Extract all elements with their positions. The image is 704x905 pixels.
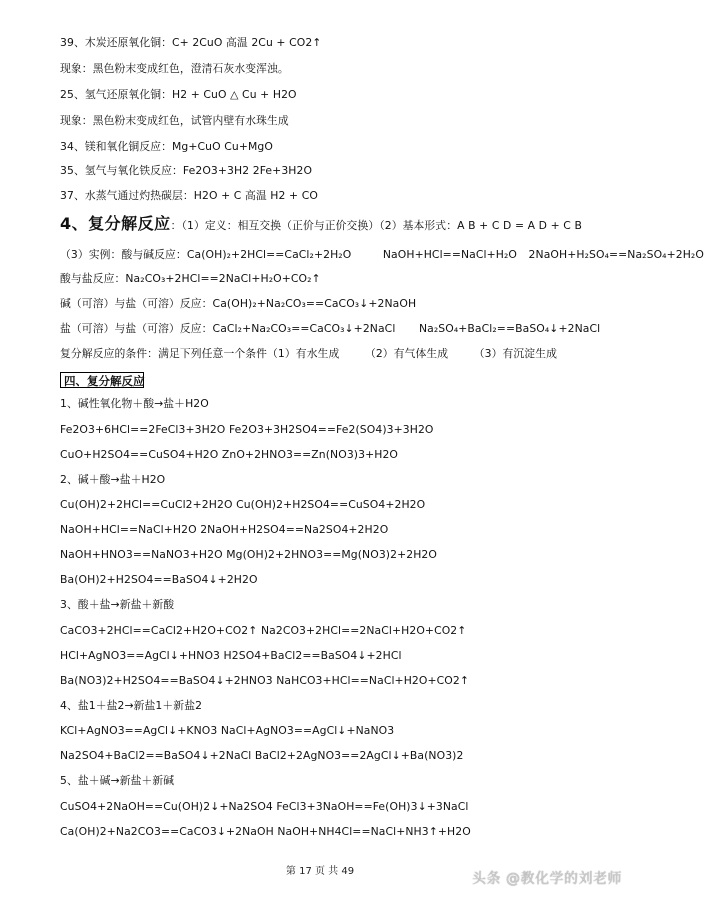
section-title: 四、复分解反应 (60, 372, 144, 388)
page-footer: 第 17 页 共 49 (285, 866, 355, 877)
text-line: KCl+AgNO3==AgCl↓+KNO3 NaCl+AgNO3==AgCl↓+NaNO3 (60, 724, 395, 737)
example-segment: Na₂SO₄+BaCl₂==BaSO₄↓+2NaCl (418, 322, 601, 335)
text-line: NaOH+HCl==NaCl+H2O 2NaOH+H2SO4==Na2SO4+2H2O (60, 523, 389, 536)
text-line: Ba(OH)2+H2SO4==BaSO4↓+2H2O (60, 573, 258, 586)
text-line: HCl+AgNO3==AgCl↓+HNO3 H2SO4+BaCl2==BaSO4↓+2HCl (60, 649, 402, 662)
text-line: 现象：黑色粉末变成红色，澄清石灰水变浑浊。 (60, 62, 289, 75)
text-line: 39、木炭还原氧化铜：C+ 2CuO 高温 2Cu + CO2↑ (60, 36, 322, 49)
text-line: Ca(OH)2+Na2CO3==CaCO3↓+2NaOH NaOH+NH4Cl==NaCl+NH3↑+H2O (60, 825, 471, 838)
example-line (60, 297, 416, 311)
text-line: 35、氢气与氧化铁反应：Fe2O3+3H2 2Fe+3H2O (60, 164, 313, 177)
example-line (60, 272, 321, 286)
text-line: 2、碱＋酸→盐＋H2O (60, 473, 166, 486)
heading-rest: ：（1）定义：相互交换（正价与正价交换）（2）基本形式：A B + C D = A D + C B (170, 219, 582, 232)
text-line: NaOH+HNO3==NaNO3+H2O Mg(OH)2+2HNO3==Mg(NO3)2+2H2O (60, 548, 437, 561)
example-segment: （2）有气体生成 (364, 347, 449, 360)
text-line: Cu(OH)2+2HCl==CuCl2+2H2O Cu(OH)2+H2SO4==CuSO4+2H2O (60, 498, 426, 511)
text-line: CuO+H2SO4==CuSO4+H2O ZnO+2HNO3==Zn(NO3)3+H2O (60, 448, 399, 461)
example-segment: 碱（可溶）与盐（可溶）反应：Ca(OH)₂+Na₂CO₃==CaCO₃↓+2NaOH (60, 297, 417, 310)
text-line: Na2SO4+BaCl2==BaSO4↓+2NaCl BaCl2+2AgNO3==2AgCl↓+Ba(NO3)2 (60, 749, 464, 762)
example-segment: 复分解反应的条件：满足下列任意一个条件（1）有水生成 (60, 347, 340, 360)
example-segment: NaOH+HCl==NaCl+H₂O (382, 248, 517, 261)
example-line (60, 347, 557, 361)
text-line: 4、盐1＋盐2→新盐1＋新盐2 (60, 699, 203, 712)
example-segment: 酸与盐反应：Na₂CO₃+2HCl==2NaCl+H₂O+CO₂↑ (60, 272, 321, 285)
text-line: 现象：黑色粉末变成红色，试管内壁有水珠生成 (60, 114, 289, 127)
text-line: 25、氢气还原氧化铜：H2 + CuO △ Cu + H2O (60, 88, 297, 101)
text-line: 34、镁和氧化铜反应：Mg+CuO Cu+MgO (60, 140, 273, 153)
text-line: Fe2O3+6HCl==2FeCl3+3H2O Fe2O3+3H2SO4==Fe2(SO4)3+3H2O (60, 423, 434, 436)
example-segment: 盐（可溶）与盐（可溶）反应：CaCl₂+Na₂CO₃==CaCO₃↓+2NaCl (60, 322, 396, 335)
example-segment: （3）有沉淀生成 (473, 347, 557, 360)
heading-line (60, 214, 582, 236)
example-segment: 2NaOH+H₂SO₄==Na₂SO₄+2H₂O (528, 248, 704, 261)
example-line (60, 248, 704, 262)
heading-title: 4、复分解反应 (60, 214, 171, 233)
text-line: CuSO4+2NaOH==Cu(OH)2↓+Na2SO4 FeCl3+3NaOH==Fe(OH)3↓+3NaCl (60, 800, 469, 813)
text-line: 3、酸＋盐→新盐＋新酸 (60, 598, 175, 611)
text-line: 5、盐＋碱→新盐＋新碱 (60, 774, 175, 787)
text-line: 37、水蒸气通过灼热碳层：H2O + C 高温 H2 + CO (60, 189, 318, 202)
text-line: Ba(NO3)2+H2SO4==BaSO4↓+2HNO3 NaHCO3+HCl==NaCl+H2O+CO2↑ (60, 674, 469, 687)
watermark: 头条 @教化学的刘老师 (472, 871, 622, 887)
example-segment: （3）实例：酸与碱反应：Ca(OH)₂+2HCl==CaCl₂+2H₂O (60, 248, 352, 261)
text-line: 1、碱性氧化物＋酸→盐＋H2O (60, 397, 209, 410)
text-line: CaCO3+2HCl==CaCl2+H2O+CO2↑ Na2CO3+2HCl==2NaCl+H2O+CO2↑ (60, 624, 467, 637)
example-line (60, 322, 600, 336)
